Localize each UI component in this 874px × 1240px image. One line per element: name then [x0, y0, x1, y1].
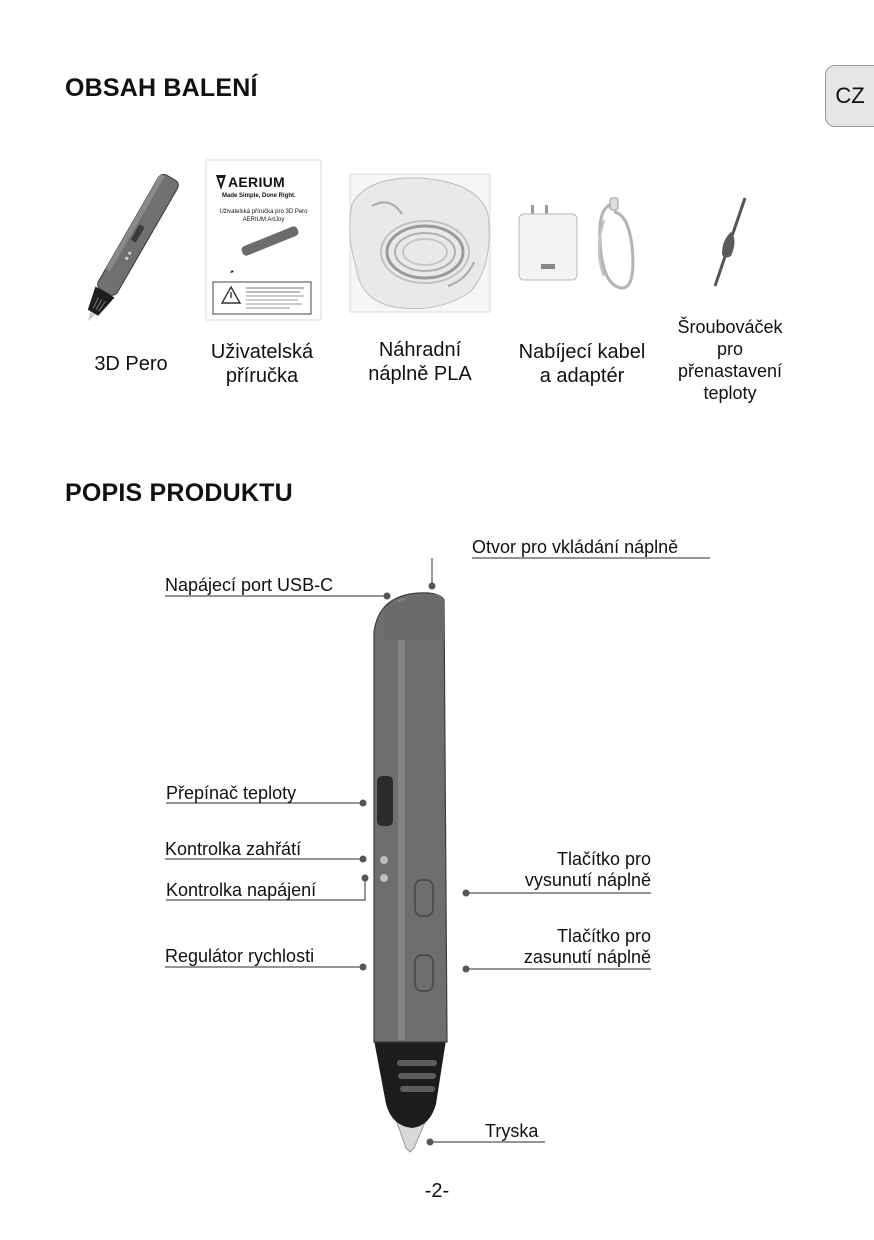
callout-filament-inlet: Otvor pro vkládání náplně: [472, 537, 679, 557]
package-contents-heading: OBSAH BALENÍ: [65, 74, 258, 102]
caption-charger-line1: Nabíjecí kabel: [518, 341, 646, 363]
caption-pen: [75, 352, 187, 376]
manual-subtitle-2: AERIUM ArtJoy: [242, 217, 285, 223]
manual-tagline: Made Simple, Done Right.: [222, 193, 296, 199]
callout-power-indicator: Kontrolka napájení: [166, 880, 317, 900]
callout-speed-regulator: Regulátor rychlosti: [165, 946, 315, 966]
caption-manual-line1: Uživatelská: [210, 341, 314, 363]
caption-charger-line2: a adaptér: [539, 365, 625, 387]
caption-screwdriver-line4: teploty: [703, 383, 757, 403]
manual-subtitle-1: Uživatelská příručka pro 3D Pero: [219, 209, 308, 215]
caption-screwdriver-line3: přenastavení: [677, 361, 783, 381]
callout-eject-button: [470, 849, 651, 891]
caption-screwdriver: [664, 316, 796, 404]
caption-pen-line1: 3D Pero: [94, 353, 168, 375]
manual-brand: AERIUM: [228, 174, 286, 190]
callout-load-line1: Tlačítko pro: [556, 926, 651, 946]
callout-heat-indicator: Kontrolka zahřátí: [165, 839, 302, 859]
callout-eject-line2: vysunutí náplně: [524, 870, 651, 890]
caption-screwdriver-line2: pro: [716, 339, 743, 359]
screwdriver-image: [715, 198, 745, 286]
product-description-heading: POPIS PRODUKTU: [65, 479, 293, 507]
callout-load-button: [470, 926, 651, 968]
caption-screwdriver-line1: Šroubováček: [677, 317, 783, 337]
caption-manual: [192, 340, 332, 388]
callout-usb-port: Napájecí port USB-C: [165, 575, 334, 595]
callout-load-line2: zasunutí náplně: [523, 947, 651, 967]
callout-eject-line1: Tlačítko pro: [556, 849, 651, 869]
language-tab: CZ: [825, 65, 874, 127]
pen-image: [78, 172, 180, 327]
product-pen-image: [374, 593, 447, 1152]
caption-manual-line2: příručka: [225, 365, 299, 387]
caption-filament-line2: náplně PLA: [368, 363, 472, 385]
caption-filament-line1: Náhradní: [378, 339, 462, 361]
charger-image: [519, 198, 633, 288]
caption-charger: [502, 340, 662, 388]
filament-image: [350, 174, 490, 312]
page-number: -2-: [424, 1180, 450, 1202]
caption-filament: [350, 338, 490, 386]
callout-nozzle: Tryska: [485, 1121, 539, 1141]
callout-temp-switch: Přepínač teploty: [166, 783, 297, 803]
